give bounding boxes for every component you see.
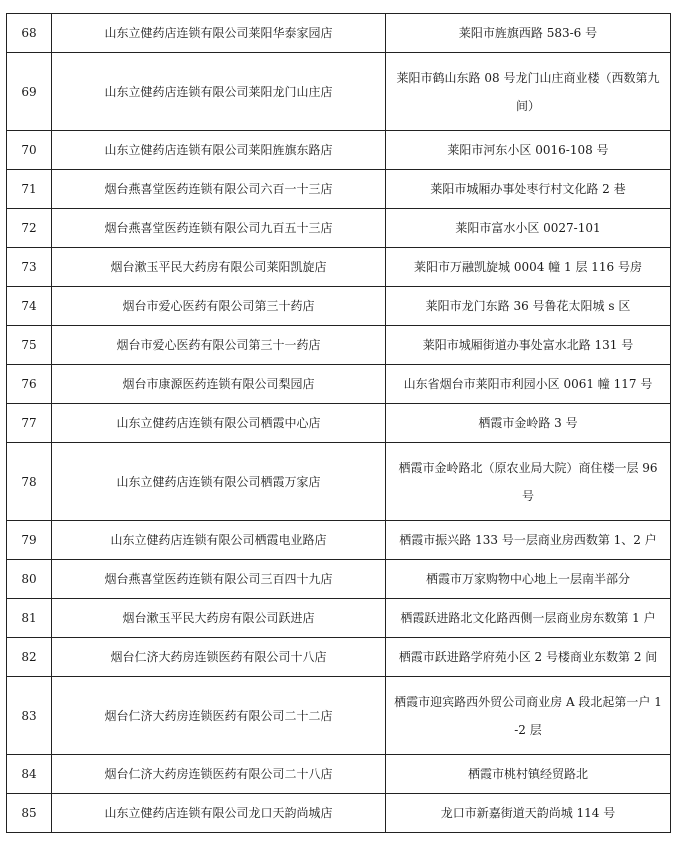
pharmacy-table bbox=[6, 13, 671, 833]
row-number: 80 bbox=[7, 560, 52, 599]
store-address: 栖霞市万家购物中心地上一层南半部分 bbox=[386, 560, 671, 599]
store-name: 烟台漱玉平民大药房有限公司莱阳凯旋店 bbox=[52, 248, 386, 287]
store-name: 烟台市康源医药连锁有限公司梨园店 bbox=[52, 365, 386, 404]
store-address: 栖霞市金岭路北（原农业局大院）商住楼一层 96 号 bbox=[386, 443, 671, 521]
store-address: 莱阳市城厢街道办事处富水北路 131 号 bbox=[386, 326, 671, 365]
table-row bbox=[7, 599, 671, 638]
store-address: 莱阳市城厢办事处枣行村文化路 2 巷 bbox=[386, 170, 671, 209]
table-row bbox=[7, 326, 671, 365]
store-address: 莱阳市鹤山东路 08 号龙门山庄商业楼（西数第九间） bbox=[386, 53, 671, 131]
store-name: 山东立健药店连锁有限公司栖霞万家店 bbox=[52, 443, 386, 521]
store-address: 栖霞市振兴路 133 号一层商业房西数第 1、2 户 bbox=[386, 521, 671, 560]
store-address: 莱阳市龙门东路 36 号鲁花太阳城 s 区 bbox=[386, 287, 671, 326]
row-number: 72 bbox=[7, 209, 52, 248]
store-name: 山东立健药店连锁有限公司龙口天韵尚城店 bbox=[52, 794, 386, 833]
row-number: 69 bbox=[7, 53, 52, 131]
store-name: 烟台燕喜堂医药连锁有限公司六百一十三店 bbox=[52, 170, 386, 209]
store-address: 栖霞跃进路北文化路西侧一层商业房东数第 1 户 bbox=[386, 599, 671, 638]
store-address: 莱阳市河东小区 0016-108 号 bbox=[386, 131, 671, 170]
table-row bbox=[7, 677, 671, 755]
store-name: 山东立健药店连锁有限公司栖霞电业路店 bbox=[52, 521, 386, 560]
store-address: 栖霞市金岭路 3 号 bbox=[386, 404, 671, 443]
store-address: 栖霞市迎宾路西外贸公司商业房 A 段北起第一户 1-2 层 bbox=[386, 677, 671, 755]
table-row bbox=[7, 131, 671, 170]
store-name: 烟台燕喜堂医药连锁有限公司三百四十九店 bbox=[52, 560, 386, 599]
table-row bbox=[7, 209, 671, 248]
row-number: 78 bbox=[7, 443, 52, 521]
store-name: 烟台仁济大药房连锁医药有限公司十八店 bbox=[52, 638, 386, 677]
table-row bbox=[7, 365, 671, 404]
store-name: 山东立健药店连锁有限公司莱阳华泰家园店 bbox=[52, 14, 386, 53]
row-number: 75 bbox=[7, 326, 52, 365]
store-address: 栖霞市桃村镇经贸路北 bbox=[386, 755, 671, 794]
row-number: 84 bbox=[7, 755, 52, 794]
table-row bbox=[7, 287, 671, 326]
store-name: 烟台仁济大药房连锁医药有限公司二十八店 bbox=[52, 755, 386, 794]
store-address: 山东省烟台市莱阳市利园小区 0061 幢 117 号 bbox=[386, 365, 671, 404]
table-row bbox=[7, 14, 671, 53]
store-name: 烟台市爱心医药有限公司第三十药店 bbox=[52, 287, 386, 326]
row-number: 77 bbox=[7, 404, 52, 443]
table-row bbox=[7, 248, 671, 287]
store-name: 烟台漱玉平民大药房有限公司跃进店 bbox=[52, 599, 386, 638]
table-row bbox=[7, 521, 671, 560]
store-name: 烟台燕喜堂医药连锁有限公司九百五十三店 bbox=[52, 209, 386, 248]
store-address: 栖霞市跃进路学府苑小区 2 号楼商业东数第 2 间 bbox=[386, 638, 671, 677]
table-row bbox=[7, 404, 671, 443]
store-address: 龙口市新嘉街道天韵尚城 114 号 bbox=[386, 794, 671, 833]
table-row bbox=[7, 638, 671, 677]
store-address: 莱阳市富水小区 0027-101 bbox=[386, 209, 671, 248]
table-row bbox=[7, 170, 671, 209]
row-number: 83 bbox=[7, 677, 52, 755]
store-name: 烟台仁济大药房连锁医药有限公司二十二店 bbox=[52, 677, 386, 755]
store-name: 山东立健药店连锁有限公司栖霞中心店 bbox=[52, 404, 386, 443]
table-body bbox=[7, 14, 671, 833]
table-row bbox=[7, 53, 671, 131]
store-name: 山东立健药店连锁有限公司莱阳旌旗东路店 bbox=[52, 131, 386, 170]
row-number: 68 bbox=[7, 14, 52, 53]
row-number: 74 bbox=[7, 287, 52, 326]
store-address: 莱阳市万融凯旋城 0004 幢 1 层 116 号房 bbox=[386, 248, 671, 287]
row-number: 79 bbox=[7, 521, 52, 560]
store-name: 烟台市爱心医药有限公司第三十一药店 bbox=[52, 326, 386, 365]
table-row bbox=[7, 755, 671, 794]
store-name: 山东立健药店连锁有限公司莱阳龙门山庄店 bbox=[52, 53, 386, 131]
row-number: 70 bbox=[7, 131, 52, 170]
row-number: 71 bbox=[7, 170, 52, 209]
row-number: 82 bbox=[7, 638, 52, 677]
row-number: 73 bbox=[7, 248, 52, 287]
row-number: 76 bbox=[7, 365, 52, 404]
row-number: 85 bbox=[7, 794, 52, 833]
row-number: 81 bbox=[7, 599, 52, 638]
table-row bbox=[7, 443, 671, 521]
table-row bbox=[7, 560, 671, 599]
table-row bbox=[7, 794, 671, 833]
store-address: 莱阳市旌旗西路 583-6 号 bbox=[386, 14, 671, 53]
